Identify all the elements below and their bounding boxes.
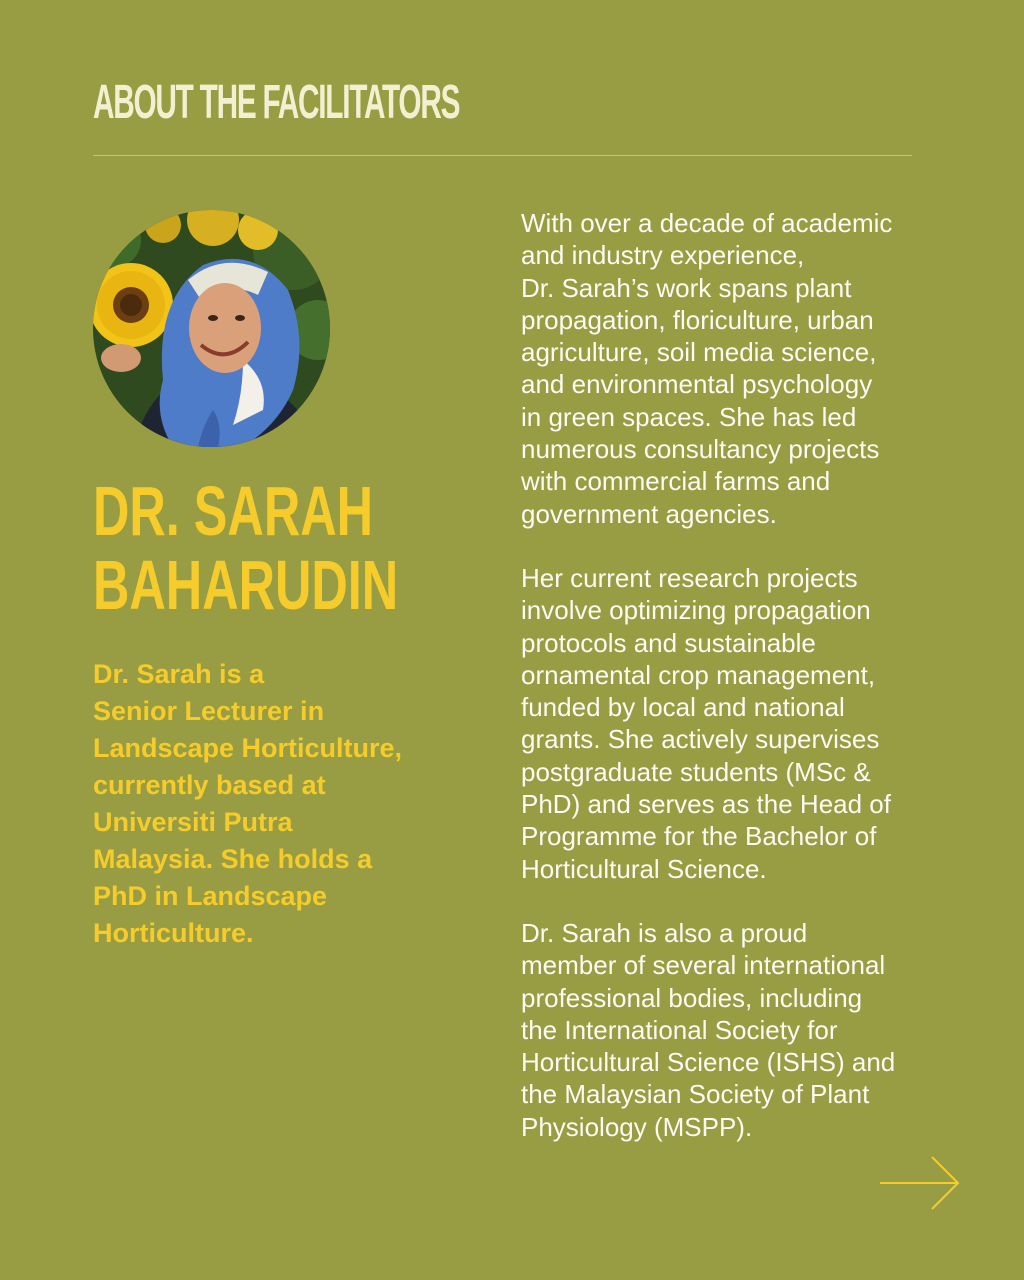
arrow-right-icon (878, 1155, 962, 1211)
bio-line: Dr. Sarah is also a proud (521, 917, 808, 948)
bio-line: With over a decade of academic (521, 208, 893, 238)
facilitator-bio (521, 207, 941, 1175)
bio-line: and industry experience, (521, 240, 805, 271)
bio-line: numerous consultancy projects (521, 434, 880, 465)
bio-line: Programme for the Bachelor of (521, 821, 877, 852)
bio-line: Horticultural Science. (521, 853, 767, 884)
bio-line: grants. She actively supervises (521, 724, 880, 755)
bio-line: agriculture, soil media science, (521, 337, 877, 368)
intro-line: currently based at (93, 770, 326, 800)
bio-paragraph (521, 562, 941, 885)
bio-line: propagation, floriculture, urban (521, 304, 874, 335)
bio-line: member of several international (521, 950, 886, 981)
bio-line: professional bodies, including (521, 982, 863, 1013)
intro-line: Horticulture. (93, 918, 254, 948)
bio-line: Dr. Sarah’s work spans plant (521, 272, 852, 303)
bio-line: protocols and sustainable (521, 627, 816, 658)
intro-line: Senior Lecturer in (93, 696, 325, 726)
intro-line: Universiti Putra (93, 807, 293, 837)
facilitator-name-line: DR. SARAH (93, 472, 374, 550)
bio-line: the Malaysian Society of Plant (521, 1079, 870, 1110)
bio-line: funded by local and national (521, 692, 845, 723)
facilitator-intro (93, 656, 473, 952)
bio-line: PhD) and serves as the Head of (521, 789, 891, 820)
divider (93, 155, 912, 156)
bio-line: involve optimizing propagation (521, 595, 871, 626)
intro-line: PhD in Landscape (93, 881, 328, 911)
bio-line: and environmental psychology (521, 369, 873, 400)
facilitator-name (93, 474, 398, 622)
intro-line: Dr. Sarah is a (93, 659, 265, 689)
next-slide-button[interactable] (878, 1155, 962, 1211)
intro-line: Malaysia. She holds a (93, 844, 373, 874)
bio-line: Her current research projects (521, 562, 858, 593)
bio-line: postgraduate students (MSc & (521, 756, 871, 787)
page-title: ABOUT THE FACILITATORS (93, 76, 460, 129)
bio-line: Horticultural Science (ISHS) and (521, 1047, 896, 1078)
bio-line: in green spaces. She has led (521, 401, 857, 432)
bio-paragraph (521, 207, 941, 530)
bio-line: with commercial farms and (521, 466, 831, 497)
facilitator-photo (93, 210, 330, 447)
bio-line: the International Society for (521, 1014, 838, 1045)
bio-paragraph (521, 917, 941, 1143)
intro-line: Landscape Horticulture, (93, 733, 403, 763)
bio-line: Physiology (MSPP). (521, 1111, 753, 1142)
facilitator-name-line: BAHARUDIN (93, 546, 399, 624)
bio-line: government agencies. (521, 498, 777, 529)
bio-line: ornamental crop management, (521, 659, 876, 690)
